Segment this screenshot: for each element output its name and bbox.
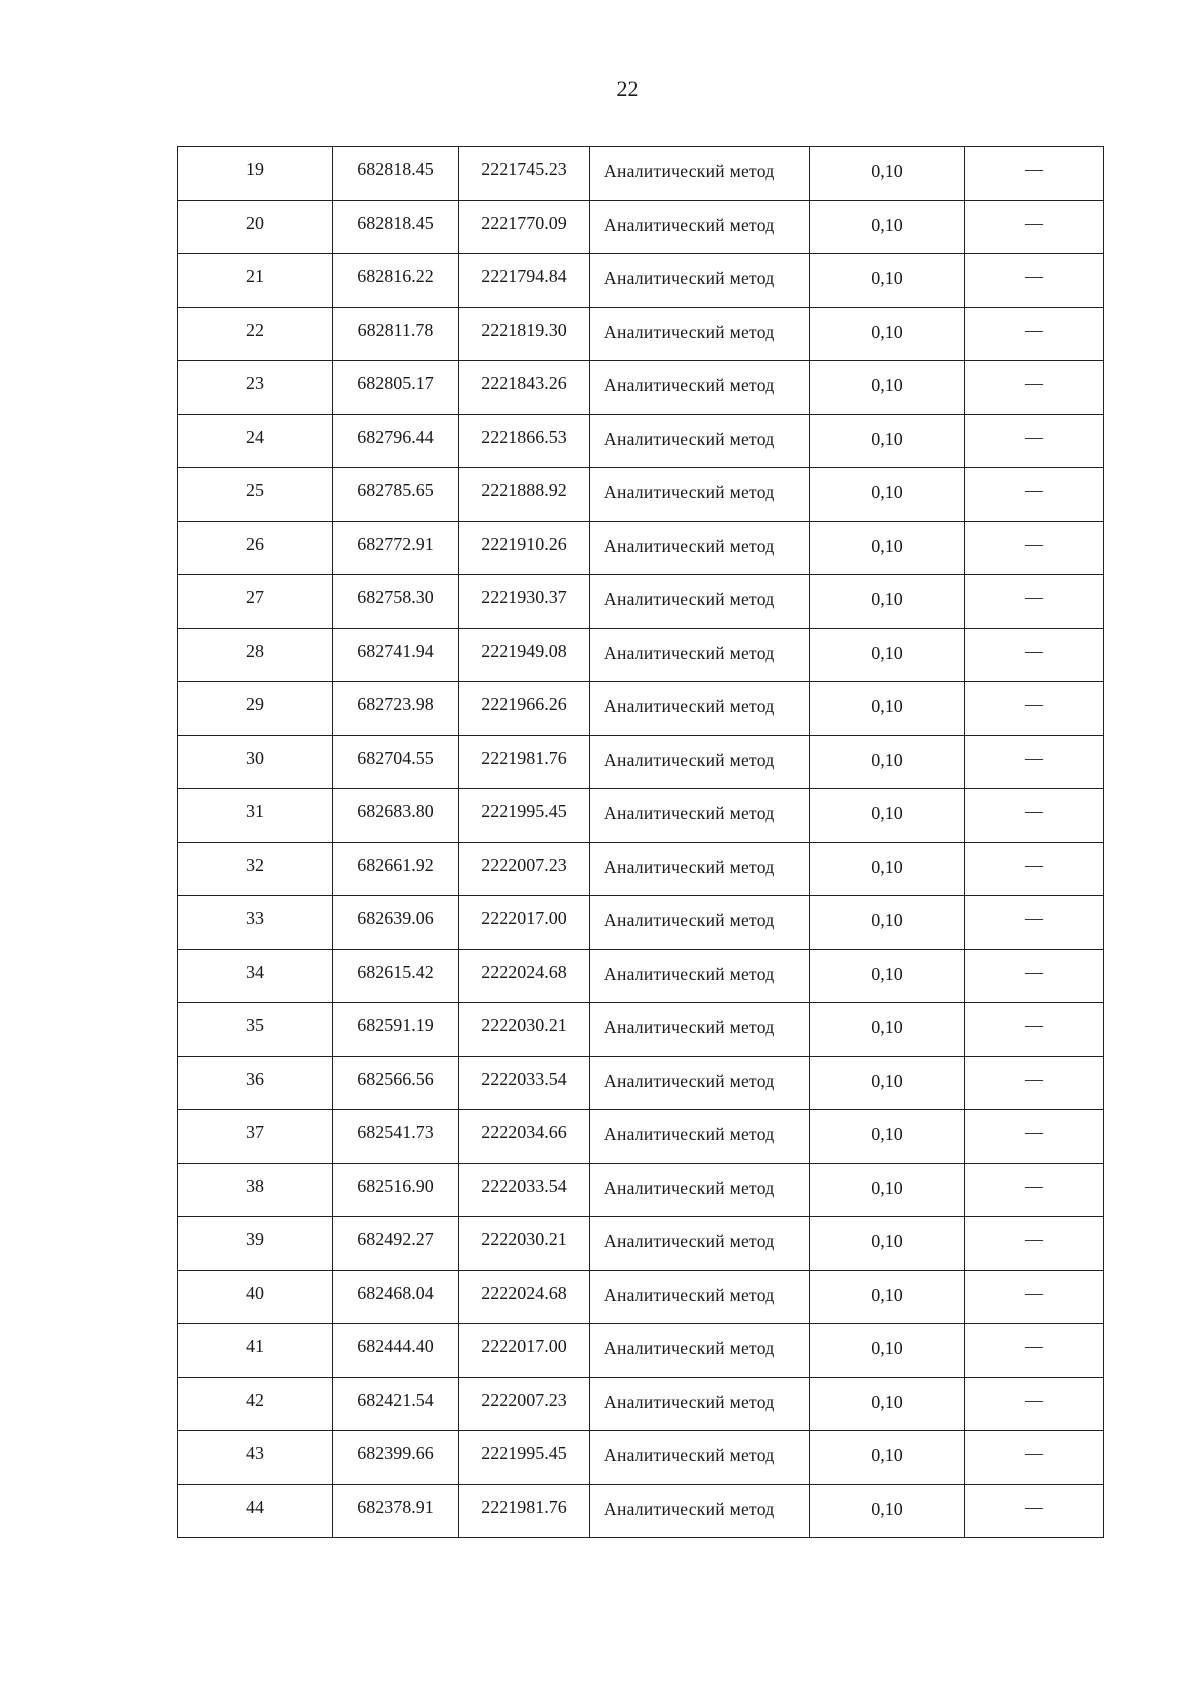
point-number-cell: 39 (178, 1217, 333, 1271)
method-cell: Аналитический метод (590, 842, 810, 896)
point-number-cell: 28 (178, 628, 333, 682)
point-number-cell: 19 (178, 147, 333, 201)
point-number-cell: 38 (178, 1163, 333, 1217)
accuracy-cell: 0,10 (810, 628, 965, 682)
y-coordinate-cell: 2221995.45 (459, 1431, 590, 1485)
y-coordinate-cell: 2221819.30 (459, 307, 590, 361)
point-number-cell: 27 (178, 575, 333, 629)
table-row (178, 254, 1104, 308)
y-coordinate-cell: 2221930.37 (459, 575, 590, 629)
method-cell: Аналитический метод (590, 147, 810, 201)
note-cell: — (965, 1110, 1104, 1164)
note-cell: — (965, 1484, 1104, 1538)
note-cell: — (965, 307, 1104, 361)
y-coordinate-cell: 2221794.84 (459, 254, 590, 308)
point-number-cell: 23 (178, 361, 333, 415)
note-cell: — (965, 1270, 1104, 1324)
method-cell: Аналитический метод (590, 1484, 810, 1538)
table-row (178, 307, 1104, 361)
y-coordinate-cell: 2222033.54 (459, 1056, 590, 1110)
accuracy-cell: 0,10 (810, 842, 965, 896)
table-row (178, 361, 1104, 415)
y-coordinate-cell: 2222030.21 (459, 1217, 590, 1271)
table-row (178, 1003, 1104, 1057)
method-cell: Аналитический метод (590, 1377, 810, 1431)
note-cell: — (965, 414, 1104, 468)
note-cell: — (965, 521, 1104, 575)
method-cell: Аналитический метод (590, 414, 810, 468)
accuracy-cell: 0,10 (810, 949, 965, 1003)
accuracy-cell: 0,10 (810, 307, 965, 361)
point-number-cell: 34 (178, 949, 333, 1003)
method-cell: Аналитический метод (590, 361, 810, 415)
x-coordinate-cell: 682816.22 (333, 254, 459, 308)
x-coordinate-cell: 682661.92 (333, 842, 459, 896)
accuracy-cell: 0,10 (810, 1056, 965, 1110)
method-cell: Аналитический метод (590, 1003, 810, 1057)
y-coordinate-cell: 2222030.21 (459, 1003, 590, 1057)
accuracy-cell: 0,10 (810, 789, 965, 843)
x-coordinate-cell: 682378.91 (333, 1484, 459, 1538)
method-cell: Аналитический метод (590, 575, 810, 629)
method-cell: Аналитический метод (590, 735, 810, 789)
table-row (178, 414, 1104, 468)
note-cell: — (965, 896, 1104, 950)
point-number-cell: 41 (178, 1324, 333, 1378)
accuracy-cell: 0,10 (810, 1110, 965, 1164)
point-number-cell: 33 (178, 896, 333, 950)
x-coordinate-cell: 682444.40 (333, 1324, 459, 1378)
y-coordinate-cell: 2222034.66 (459, 1110, 590, 1164)
method-cell: Аналитический метод (590, 949, 810, 1003)
note-cell: — (965, 682, 1104, 736)
note-cell: — (965, 1163, 1104, 1217)
table-row (178, 1431, 1104, 1485)
y-coordinate-cell: 2221910.26 (459, 521, 590, 575)
y-coordinate-cell: 2221843.26 (459, 361, 590, 415)
x-coordinate-cell: 682818.45 (333, 200, 459, 254)
table-row (178, 1163, 1104, 1217)
point-number-cell: 29 (178, 682, 333, 736)
point-number-cell: 21 (178, 254, 333, 308)
x-coordinate-cell: 682704.55 (333, 735, 459, 789)
x-coordinate-cell: 682772.91 (333, 521, 459, 575)
accuracy-cell: 0,10 (810, 735, 965, 789)
method-cell: Аналитический метод (590, 628, 810, 682)
method-cell: Аналитический метод (590, 896, 810, 950)
note-cell: — (965, 1056, 1104, 1110)
note-cell: — (965, 147, 1104, 201)
note-cell: — (965, 254, 1104, 308)
accuracy-cell: 0,10 (810, 1270, 965, 1324)
x-coordinate-cell: 682639.06 (333, 896, 459, 950)
y-coordinate-cell: 2221949.08 (459, 628, 590, 682)
accuracy-cell: 0,10 (810, 1377, 965, 1431)
accuracy-cell: 0,10 (810, 468, 965, 522)
y-coordinate-cell: 2222017.00 (459, 1324, 590, 1378)
note-cell: — (965, 575, 1104, 629)
method-cell: Аналитический метод (590, 1163, 810, 1217)
point-number-cell: 35 (178, 1003, 333, 1057)
x-coordinate-cell: 682818.45 (333, 147, 459, 201)
x-coordinate-cell: 682796.44 (333, 414, 459, 468)
table-row (178, 521, 1104, 575)
y-coordinate-cell: 2221745.23 (459, 147, 590, 201)
table-row (178, 1056, 1104, 1110)
accuracy-cell: 0,10 (810, 200, 965, 254)
method-cell: Аналитический метод (590, 1270, 810, 1324)
y-coordinate-cell: 2221995.45 (459, 789, 590, 843)
table-row (178, 1484, 1104, 1538)
note-cell: — (965, 789, 1104, 843)
point-number-cell: 22 (178, 307, 333, 361)
method-cell: Аналитический метод (590, 1431, 810, 1485)
method-cell: Аналитический метод (590, 1324, 810, 1378)
y-coordinate-cell: 2221866.53 (459, 414, 590, 468)
table-row (178, 147, 1104, 201)
table-row (178, 896, 1104, 950)
note-cell: — (965, 628, 1104, 682)
y-coordinate-cell: 2222024.68 (459, 1270, 590, 1324)
y-coordinate-cell: 2222007.23 (459, 1377, 590, 1431)
y-coordinate-cell: 2222024.68 (459, 949, 590, 1003)
table-row (178, 1217, 1104, 1271)
table-row (178, 735, 1104, 789)
note-cell: — (965, 1431, 1104, 1485)
x-coordinate-cell: 682785.65 (333, 468, 459, 522)
note-cell: — (965, 200, 1104, 254)
accuracy-cell: 0,10 (810, 1324, 965, 1378)
accuracy-cell: 0,10 (810, 1163, 965, 1217)
point-number-cell: 20 (178, 200, 333, 254)
table-row (178, 1324, 1104, 1378)
x-coordinate-cell: 682421.54 (333, 1377, 459, 1431)
x-coordinate-cell: 682805.17 (333, 361, 459, 415)
table-row (178, 575, 1104, 629)
table-row (178, 949, 1104, 1003)
x-coordinate-cell: 682683.80 (333, 789, 459, 843)
point-number-cell: 26 (178, 521, 333, 575)
coordinates-table-body (178, 147, 1104, 1538)
method-cell: Аналитический метод (590, 307, 810, 361)
x-coordinate-cell: 682591.19 (333, 1003, 459, 1057)
x-coordinate-cell: 682566.56 (333, 1056, 459, 1110)
x-coordinate-cell: 682468.04 (333, 1270, 459, 1324)
accuracy-cell: 0,10 (810, 1003, 965, 1057)
accuracy-cell: 0,10 (810, 361, 965, 415)
point-number-cell: 40 (178, 1270, 333, 1324)
method-cell: Аналитический метод (590, 1056, 810, 1110)
point-number-cell: 24 (178, 414, 333, 468)
method-cell: Аналитический метод (590, 200, 810, 254)
y-coordinate-cell: 2221770.09 (459, 200, 590, 254)
accuracy-cell: 0,10 (810, 682, 965, 736)
table-row (178, 789, 1104, 843)
y-coordinate-cell: 2221981.76 (459, 735, 590, 789)
method-cell: Аналитический метод (590, 468, 810, 522)
point-number-cell: 44 (178, 1484, 333, 1538)
accuracy-cell: 0,10 (810, 414, 965, 468)
point-number-cell: 43 (178, 1431, 333, 1485)
note-cell: — (965, 1324, 1104, 1378)
coordinates-table (177, 146, 1104, 1538)
point-number-cell: 37 (178, 1110, 333, 1164)
x-coordinate-cell: 682811.78 (333, 307, 459, 361)
note-cell: — (965, 1003, 1104, 1057)
x-coordinate-cell: 682516.90 (333, 1163, 459, 1217)
note-cell: — (965, 842, 1104, 896)
table-row (178, 1110, 1104, 1164)
table-row (178, 682, 1104, 736)
y-coordinate-cell: 2222007.23 (459, 842, 590, 896)
x-coordinate-cell: 682758.30 (333, 575, 459, 629)
y-coordinate-cell: 2221966.26 (459, 682, 590, 736)
point-number-cell: 30 (178, 735, 333, 789)
point-number-cell: 36 (178, 1056, 333, 1110)
method-cell: Аналитический метод (590, 682, 810, 736)
note-cell: — (965, 1377, 1104, 1431)
method-cell: Аналитический метод (590, 1217, 810, 1271)
x-coordinate-cell: 682399.66 (333, 1431, 459, 1485)
x-coordinate-cell: 682741.94 (333, 628, 459, 682)
y-coordinate-cell: 2221981.76 (459, 1484, 590, 1538)
accuracy-cell: 0,10 (810, 896, 965, 950)
x-coordinate-cell: 682615.42 (333, 949, 459, 1003)
accuracy-cell: 0,10 (810, 1484, 965, 1538)
note-cell: — (965, 468, 1104, 522)
x-coordinate-cell: 682723.98 (333, 682, 459, 736)
note-cell: — (965, 361, 1104, 415)
point-number-cell: 42 (178, 1377, 333, 1431)
point-number-cell: 25 (178, 468, 333, 522)
table-row (178, 200, 1104, 254)
y-coordinate-cell: 2221888.92 (459, 468, 590, 522)
table-row (178, 1377, 1104, 1431)
method-cell: Аналитический метод (590, 254, 810, 308)
table-row (178, 1270, 1104, 1324)
accuracy-cell: 0,10 (810, 147, 965, 201)
point-number-cell: 32 (178, 842, 333, 896)
method-cell: Аналитический метод (590, 789, 810, 843)
table-row (178, 628, 1104, 682)
y-coordinate-cell: 2222017.00 (459, 896, 590, 950)
note-cell: — (965, 1217, 1104, 1271)
method-cell: Аналитический метод (590, 521, 810, 575)
page-number: 22 (616, 76, 639, 101)
table-row (178, 842, 1104, 896)
method-cell: Аналитический метод (590, 1110, 810, 1164)
note-cell: — (965, 949, 1104, 1003)
note-cell: — (965, 735, 1104, 789)
accuracy-cell: 0,10 (810, 1431, 965, 1485)
x-coordinate-cell: 682541.73 (333, 1110, 459, 1164)
x-coordinate-cell: 682492.27 (333, 1217, 459, 1271)
table-row (178, 468, 1104, 522)
point-number-cell: 31 (178, 789, 333, 843)
accuracy-cell: 0,10 (810, 254, 965, 308)
accuracy-cell: 0,10 (810, 575, 965, 629)
accuracy-cell: 0,10 (810, 521, 965, 575)
y-coordinate-cell: 2222033.54 (459, 1163, 590, 1217)
accuracy-cell: 0,10 (810, 1217, 965, 1271)
